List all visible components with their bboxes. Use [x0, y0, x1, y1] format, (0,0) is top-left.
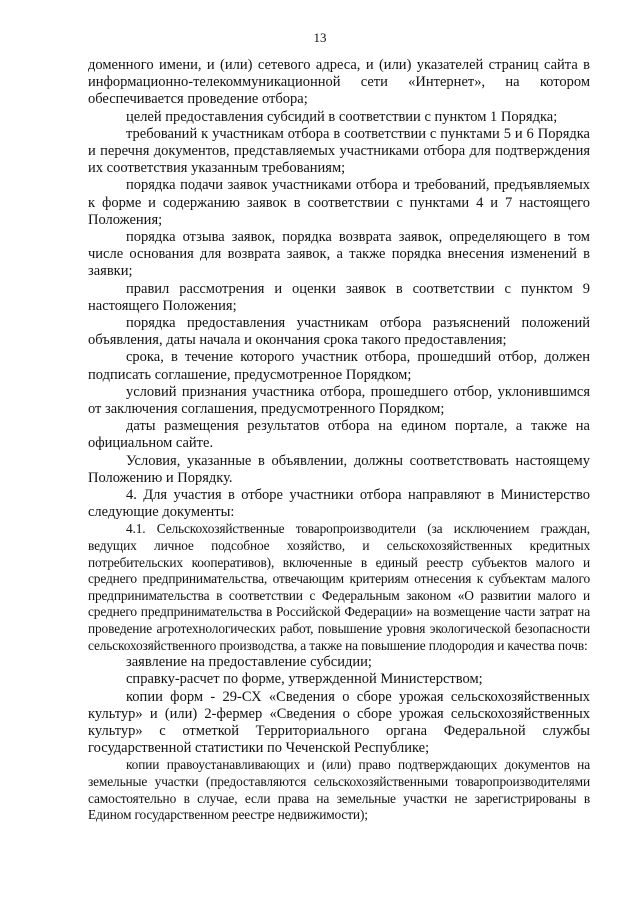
paragraph: доменного имени, и (или) сетевого адреса, и (или) указателей страниц сайта в информационно-телекоммуникационной сети «Интернет», на котором обеспечивается проведение отбора;	[88, 57, 590, 108]
page-number: 13	[313, 30, 327, 45]
document-body	[88, 57, 590, 824]
paragraph: заявление на предоставление субсидии;	[126, 654, 372, 671]
paragraph: срока, в течение которого участник отбора, прошедший отбор, должен подписать соглашение, предусмотренное Порядком;	[88, 349, 590, 383]
paragraph: даты размещения результатов отбора на едином портале, а также на официальном сайте.	[88, 418, 590, 452]
paragraph: целей предоставления субсидий в соответствии с пунктом 1 Порядка;	[126, 108, 558, 125]
paragraph: порядка подачи заявок участниками отбора и требований, предъявляемых к форме и содержанию заявок в соответствии с пунктами 4 и 7 настоящего Положения;	[88, 177, 590, 228]
paragraph: порядка отзыва заявок, порядка возврата заявок, определяющего в том числе основания для возврата заявок, а также порядка внесения изменений в заявки;	[88, 229, 590, 280]
paragraph: копии правоустанавливающих и (или) право подтверждающих документов на земельные участки (предоставляются сельскохозяйственными товаропроизводителями самостоятельно в случае, если права на земельные участки не зарегистрированы в Едином государственном реестре недвижимости);	[88, 757, 590, 823]
paragraph: правил рассмотрения и оценки заявок в соответствии с пунктом 9 настоящего Положения;	[88, 280, 590, 314]
paragraph: 4.1. Сельскохозяйственные товаропроизводители (за исключением граждан, ведущих личное подсобное хозяйство, и сельскохозяйственных кредитных потребительских кооперативов), включенные в единый реестр субъектов малого и среднего предпринимательства, отвечающим критериям отнесения к субъектам малого предпринимательства в соответствии с Федеральным законом «О развитии малого и среднего предпринимательства в Российской Федерации» на возмещение части затрат на проведение агротехнологических работ, повышение уровня экологической безопасности сельскохозяйственного производства, а также на повышение плодородия и качества почв:	[88, 521, 590, 653]
paragraph: Условия, указанные в объявлении, должны соответствовать настоящему Положению и Порядку.	[88, 452, 590, 486]
paragraph: копии форм - 29-СХ «Сведения о сборе урожая сельскохозяйственных культур» и (или) 2-фермер «Сведения о сборе урожая сельскохозяйственных культур» с отметкой Территориального органа Федеральной службы государственной статистики по Чеченской Республике;	[88, 688, 590, 757]
paragraph: 4. Для участия в отборе участники отбора направляют в Министерство следующие документы:	[88, 487, 590, 521]
paragraph: требований к участникам отбора в соответствии с пунктами 5 и 6 Порядка и перечня документов, представляемых участниками отбора для подтверждения их соответствия указанным требованиям;	[88, 125, 590, 177]
paragraph: справку-расчет по форме, утвержденной Министерством;	[126, 671, 483, 688]
paragraph: порядка предоставления участникам отбора разъяснений положений объявления, даты начала и окончания срока такого предоставления;	[88, 315, 590, 349]
paragraph: условий признания участника отбора, прошедшего отбор, уклонившимся от заключения соглашения, предусмотренного Порядком;	[88, 383, 590, 418]
